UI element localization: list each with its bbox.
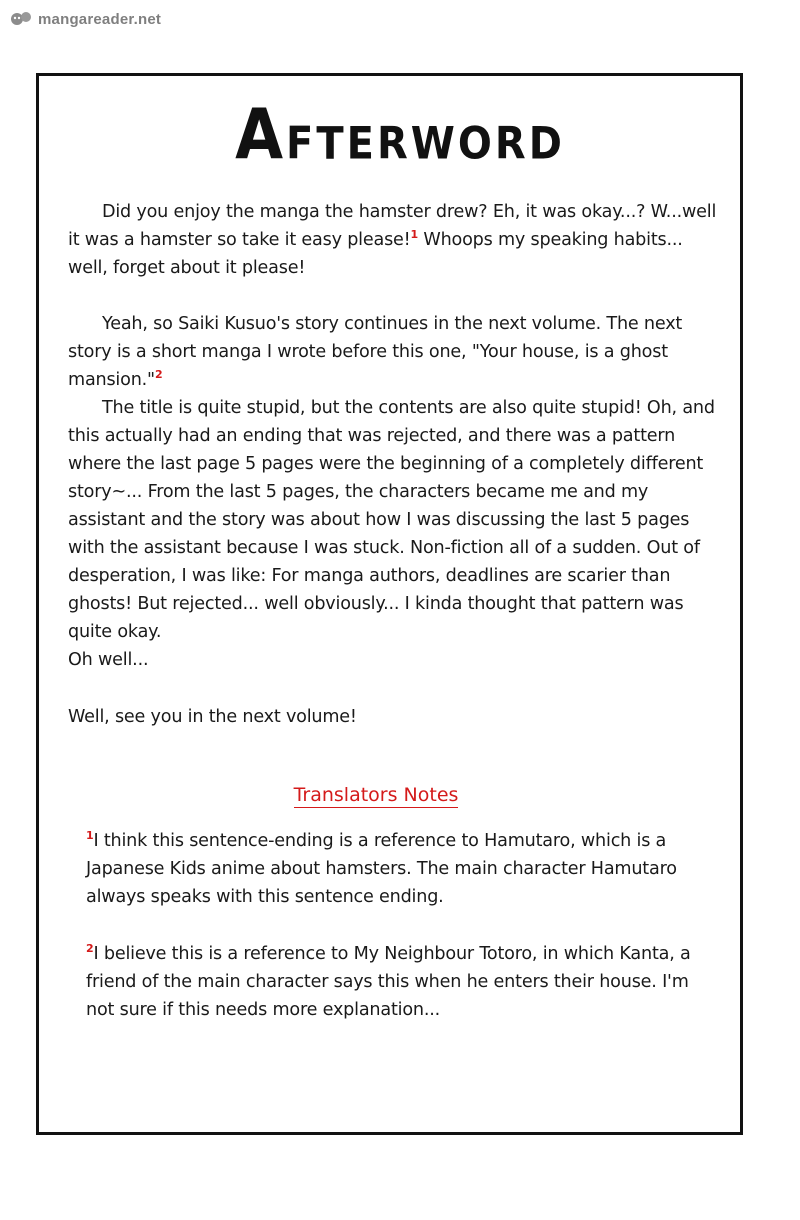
watermark-text: mangareader.net xyxy=(38,10,162,28)
p1-text-b: Whoops my speaking habits... well, forget about it please! xyxy=(68,230,683,278)
translators-notes-heading xyxy=(0,784,752,806)
footnote-ref-2: 2 xyxy=(154,368,163,381)
afterword-paragraph-2 xyxy=(68,310,718,674)
note-ref-1: 1 xyxy=(86,829,94,842)
afterword-paragraph-3-tail: Oh well... xyxy=(68,650,149,670)
note-ref-2: 2 xyxy=(86,942,94,955)
closing-line: Well, see you in the next volume! xyxy=(68,707,357,727)
manga-site-logo-icon xyxy=(10,10,34,28)
afterword-paragraph-3: The title is quite stupid, but the contents are also quite stupid! Oh, and this actually had an ending that was rejected, and there was a pattern where the last page 5 pages were the beginning of a completely different story~... From the last 5 pages, the characters became me and my assistant and the story was about how I was discussing the last 5 pages with the assistant because I was stuck. Non-fiction all of a sudden. Out of desperation, I was like: For manga authors, deadlines are scarier than ghosts! But rejected... well obviously... I kinda thought that pattern was quite okay. xyxy=(68,398,715,642)
site-watermark xyxy=(10,8,161,30)
note-2-text: I believe this is a reference to My Neighbour Totoro, in which Kanta, a friend of the main character says this when he enters their house. I'm not sure if this needs more explanation... xyxy=(86,944,691,1020)
translators-notes-heading-text: Translators Notes xyxy=(293,784,459,806)
page-title xyxy=(0,94,800,176)
afterword-paragraph-4 xyxy=(68,703,718,731)
p1-text-a: Did you enjoy the manga the hamster drew? Eh, it was okay...? W...well it was a hamster so take it easy please! xyxy=(68,202,717,250)
title-initial: A xyxy=(235,93,287,176)
note-1-text: I think this sentence-ending is a reference to Hamutaro, which is a Japanese Kids anime about hamsters. The main character Hamutaro always speaks with this sentence ending. xyxy=(86,831,677,907)
afterword-paragraph-1 xyxy=(68,198,718,282)
footnote-ref-1: 1 xyxy=(410,228,418,241)
p2-text: Yeah, so Saiki Kusuo's story continues in the next volume. The next story is a short manga I wrote before this one, "Your house, is a ghost mansion." xyxy=(68,314,683,390)
title-rest: FTERWORD xyxy=(286,118,565,170)
translator-note-1 xyxy=(86,827,706,911)
translator-note-2 xyxy=(86,940,706,1024)
